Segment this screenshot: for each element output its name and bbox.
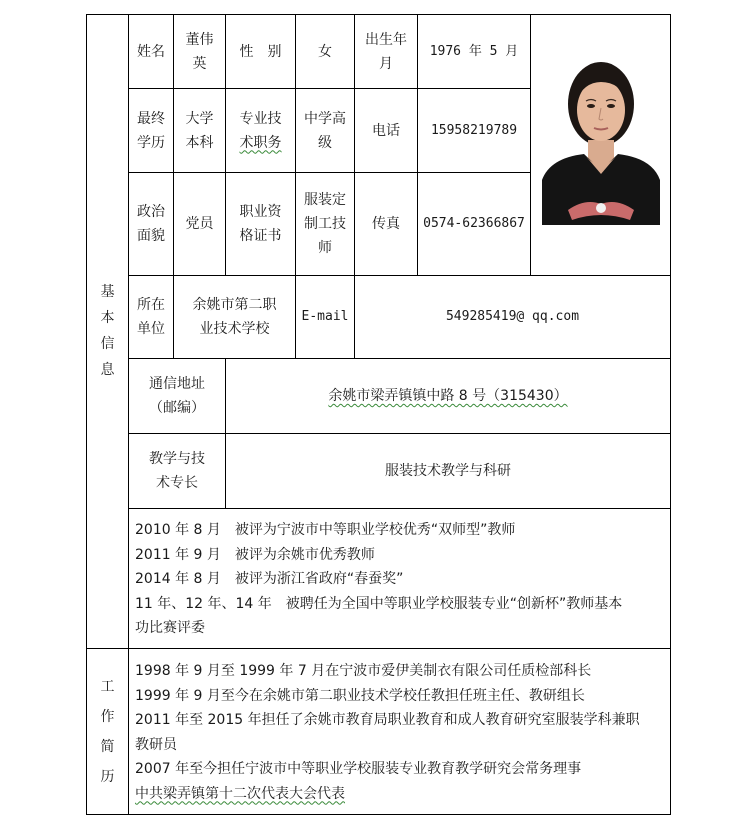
fax-label: 传真 [372, 216, 400, 232]
work-section-label: 工 作 简 历 [100, 678, 115, 785]
honors-item: 11 年、12 年、14 年 被聘任为全国中等职业学校服装专业“创新杯”教师基本 [135, 595, 623, 612]
address-label: 通信地址 （邮编） [149, 376, 205, 416]
specialty-value: 服装技术教学与科研 [385, 463, 511, 479]
professional-title-value: 中学高 级 [304, 110, 346, 151]
work-history-item: 2011 年至 2015 年担任了余姚市教育局职业教育和成人教育研究室服装学科兼职 [135, 712, 640, 728]
work-history-item: 教研员 [135, 736, 177, 753]
name-value: 董伟 英 [185, 31, 214, 72]
professional-title-label-line1: 专业技 [239, 110, 282, 127]
political-status-value: 党员 [185, 216, 214, 232]
education-value: 大学 本科 [185, 110, 214, 151]
professional-title-label [226, 89, 295, 172]
gender-value: 女 [318, 43, 332, 60]
political-status-label: 政治 面貌 [137, 204, 165, 244]
honors-item: 2011 年 9 月 被评为余姚市优秀教师 [135, 546, 375, 563]
work-unit-label: 所在 单位 [137, 297, 165, 337]
work-history-list [135, 659, 665, 806]
birth-label: 出生年 月 [365, 31, 407, 72]
certificate-value: 服装定 制工技 师 [304, 192, 346, 256]
work-history-item: 1999 年 9 月至今在余姚市第二职业技术学校任教担任班主任、教研组长 [135, 687, 585, 704]
professional-title-label-line2: 术职务 [239, 134, 282, 151]
gender-label: 性 别 [239, 43, 282, 60]
specialty-label: 教学与技 术专长 [149, 451, 205, 491]
portrait-photo [540, 52, 662, 225]
honors-item: 功比赛评委 [135, 620, 205, 636]
email-value[interactable]: 549285419@ qq.com [445, 309, 580, 324]
address-value [226, 359, 670, 433]
honors-item: 2014 年 8 月 被评为浙江省政府“春蚕奖” [135, 571, 404, 587]
birth-value: 1976 年 5 月 [429, 43, 519, 59]
work-history-item: 1998 年 9 月至 1999 年 7 月在宁波市爱伊美制衣有限公司任质检部科长 [135, 663, 592, 679]
work-unit-value: 余姚市第二职 业技术学校 [192, 297, 277, 337]
email-label: E-mail [301, 309, 349, 324]
phone-value: 15958219789 [430, 122, 518, 138]
work-history-item: 中共梁弄镇第十二次代表大会代表 [135, 785, 345, 802]
phone-label: 电话 [372, 122, 400, 139]
work-history-item: 2007 年至今担任宁波市中等职业学校服装专业教育教学研究会常务理事 [135, 761, 582, 777]
honors-item: 2010 年 8 月 被评为宁波市中等职业学校优秀“双师型”教师 [135, 522, 516, 538]
basic-info-section-label: 基 本 信 息 [100, 284, 115, 378]
fax-value: 0574-62366867 [423, 216, 525, 231]
name-label: 姓名 [137, 43, 165, 60]
certificate-label: 职业资 格证书 [239, 204, 282, 244]
address-text: 余姚市梁弄镇镇中路 8 号（315430） [328, 388, 568, 404]
portrait-photo-icon [540, 52, 662, 225]
honors-list [135, 518, 665, 641]
education-label: 最终 学历 [137, 110, 165, 151]
